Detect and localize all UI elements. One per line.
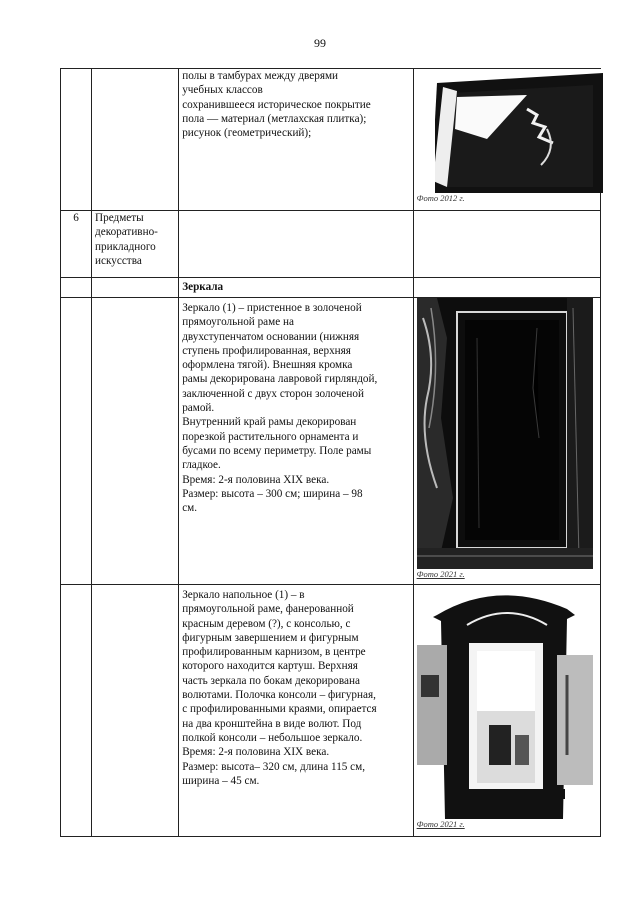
description-line: часть зеркала по бокам декорирована: [182, 674, 360, 687]
category-line: прикладного: [95, 240, 156, 253]
description-line: сохранившееся историческое покрытие: [182, 98, 371, 111]
category-cell: [92, 298, 179, 585]
row-number-cell: [61, 298, 92, 585]
heritage-table: [60, 68, 601, 837]
row-number-cell: 6: [61, 211, 92, 278]
description-line: Зеркало (1) – пристенное в золоченой: [182, 302, 362, 314]
description-line: оформлена тягой). Внешняя кромка: [182, 359, 353, 372]
description-line: прямоугольной раме, фанерованной: [182, 603, 354, 616]
floor-mirror-photo: [417, 585, 593, 819]
category-cell: [92, 585, 179, 837]
row-number-cell: [61, 278, 92, 298]
table-row: [61, 69, 601, 211]
description-line: Время: 2-я половина XIX века.: [182, 473, 330, 486]
description-line: фигурным завершением и фигурным: [182, 631, 359, 644]
description-line: Внутренний край рамы декорирован: [182, 416, 357, 429]
category-cell: [92, 278, 179, 298]
description-line: пола — материал (метлахская плитка);: [182, 112, 367, 125]
description-line: Время: 2-я половина XIX века.: [182, 746, 330, 759]
description-line: полкой консоли – небольшое зеркало.: [182, 731, 363, 744]
description-line: рамой.: [182, 402, 215, 415]
description-line: порезкой растительного орнамента и: [182, 430, 359, 443]
description-line: на два кронштейна в виде волют. Под: [182, 717, 362, 730]
category-line: искусства: [95, 254, 142, 267]
photo-caption: Фото 2021 г.: [416, 819, 465, 829]
description-cell: [179, 298, 413, 585]
description-line: с профилированными краями, опирается: [182, 703, 377, 716]
description-line: бусами по всему периметру. Поле рамы: [182, 444, 372, 457]
description-line: Размер: высота – 300 см; ширина – 98: [182, 487, 363, 500]
photo-caption: Фото 2021 г.: [416, 569, 465, 579]
description-line: прямоугольной раме на: [182, 316, 294, 329]
description-line: см.: [182, 502, 198, 515]
description-line: ступень профилированная, верхняя: [182, 344, 351, 357]
description-line: профилированным карнизом, в центре: [182, 646, 366, 659]
category-line: Предметы: [95, 212, 144, 224]
photo-cell: [413, 278, 600, 298]
row-number-cell: [61, 69, 92, 211]
description-line: волютами. Полочка консоли – фигурная,: [182, 689, 376, 702]
photo-cell: [413, 298, 600, 585]
photo-cell: [413, 69, 600, 211]
description-line: полы в тамбурах между дверями: [182, 70, 339, 82]
description-line: заключенной с двух сторон золоченой: [182, 387, 364, 400]
photo-caption: Фото 2012 г.: [416, 193, 465, 203]
description-line: Зеркало напольное (1) – в: [182, 589, 305, 601]
description-line: ширина – 45 см.: [182, 774, 260, 787]
row-number-cell: [61, 585, 92, 837]
photo-cell: [413, 211, 600, 278]
table-row: [61, 298, 601, 585]
description-line: учебных классов: [182, 84, 263, 97]
description-line: красным деревом (?), с консолью, с: [182, 617, 351, 630]
table-row: [61, 585, 601, 837]
description-cell: [179, 585, 413, 837]
page-number: 99: [314, 36, 326, 50]
description-line: рамы декорирована лавровой гирляндой,: [182, 373, 378, 386]
wall-mirror-photo: [417, 298, 593, 569]
description-line: рисунок (геометрический);: [182, 127, 312, 140]
section-title: Зеркала: [179, 278, 413, 298]
description-line: Размер: высота– 320 см, длина 115 см,: [182, 760, 366, 773]
description-line: двухступенчатом основании (нижняя: [182, 330, 360, 343]
category-cell: [92, 69, 179, 211]
category-line: декоративно-: [95, 226, 158, 239]
description-cell: [179, 211, 413, 278]
table-row: [61, 278, 601, 298]
floor-photo: [417, 69, 607, 193]
photo-cell: [413, 585, 600, 837]
description-line: гладкое.: [182, 459, 221, 472]
description-cell: [179, 69, 413, 211]
description-line: которого находится картуш. Верхняя: [182, 660, 358, 673]
table-row: [61, 211, 601, 278]
category-cell: [92, 211, 179, 278]
